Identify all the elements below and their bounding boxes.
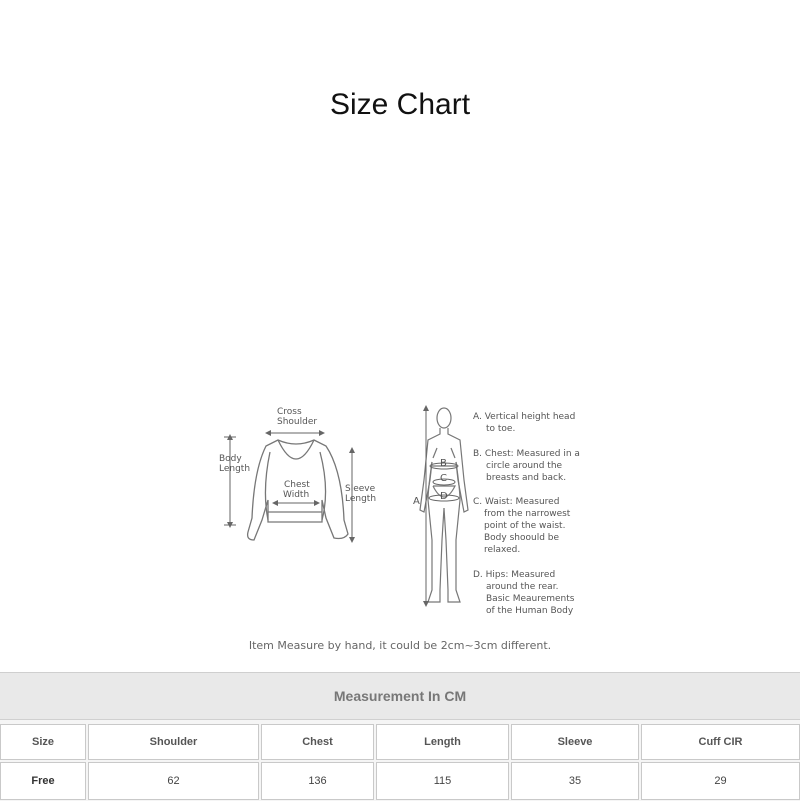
body-figure bbox=[420, 408, 468, 602]
row-sleeve: 35 bbox=[511, 762, 639, 800]
row-shoulder: 62 bbox=[88, 762, 259, 800]
marker-a: A bbox=[413, 496, 420, 507]
note-b bbox=[473, 449, 580, 483]
measurement-diagram bbox=[0, 395, 800, 630]
page-title: Size Chart bbox=[329, 88, 471, 121]
sleeve-length-label-2: Length bbox=[345, 494, 377, 504]
marker-d: D bbox=[440, 491, 448, 502]
row-size: Free bbox=[0, 762, 86, 800]
header-shoulder: Shoulder bbox=[88, 724, 259, 760]
body-length-label-1: Body bbox=[219, 454, 242, 464]
header-size: Size bbox=[0, 724, 86, 760]
note-c bbox=[473, 497, 571, 555]
row-cuff-cir: 29 bbox=[641, 762, 800, 800]
svg-text:circle around the: circle around the bbox=[486, 461, 563, 471]
svg-text:from the narrowest: from the narrowest bbox=[484, 509, 571, 519]
measure-footnote: Item Measure by hand, it could be 2cm~3cm different. bbox=[248, 639, 552, 652]
header-chest: Chest bbox=[261, 724, 374, 760]
svg-text:breasts and back.: breasts and back. bbox=[486, 473, 567, 483]
svg-text:B. Chest: Measured in a: B. Chest: Measured in a bbox=[473, 449, 580, 459]
row-length: 115 bbox=[376, 762, 509, 800]
body-length-label-2: Length bbox=[219, 464, 251, 474]
row-chest: 136 bbox=[261, 762, 374, 800]
svg-text:point of the waist.: point of the waist. bbox=[484, 521, 566, 531]
cross-shoulder-label-1: Cross bbox=[277, 407, 302, 417]
svg-text:C. Waist: Measured: C. Waist: Measured bbox=[473, 497, 560, 507]
header-sleeve: Sleeve bbox=[511, 724, 639, 760]
svg-text:Body shoould be: Body shoould be bbox=[484, 533, 560, 543]
svg-text:relaxed.: relaxed. bbox=[484, 545, 521, 555]
table-caption: Measurement In CM bbox=[0, 673, 800, 720]
svg-text:Basic Meaurements: Basic Meaurements bbox=[486, 594, 575, 604]
cross-shoulder-label-2: Shoulder bbox=[277, 417, 318, 427]
svg-text:D. Hips: Measured: D. Hips: Measured bbox=[473, 570, 556, 580]
sleeve-length-label-1: Sleeve bbox=[345, 484, 376, 494]
chest-width-label-1: Chest bbox=[284, 480, 310, 490]
svg-text:to toe.: to toe. bbox=[486, 424, 516, 434]
header-cuff-cir: Cuff CIR bbox=[641, 724, 800, 760]
size-table bbox=[0, 672, 800, 801]
svg-text:around the rear.: around the rear. bbox=[486, 582, 559, 592]
chest-width-label-2: Width bbox=[283, 490, 310, 500]
header-length: Length bbox=[376, 724, 509, 760]
note-a bbox=[473, 412, 575, 434]
marker-c: C bbox=[440, 473, 447, 484]
svg-text:of the Human Body: of the Human Body bbox=[486, 606, 574, 616]
svg-text:A. Vertical height head: A. Vertical height head bbox=[473, 412, 576, 422]
note-d bbox=[473, 570, 575, 616]
table-grid bbox=[0, 720, 800, 802]
marker-b: B bbox=[440, 458, 447, 469]
